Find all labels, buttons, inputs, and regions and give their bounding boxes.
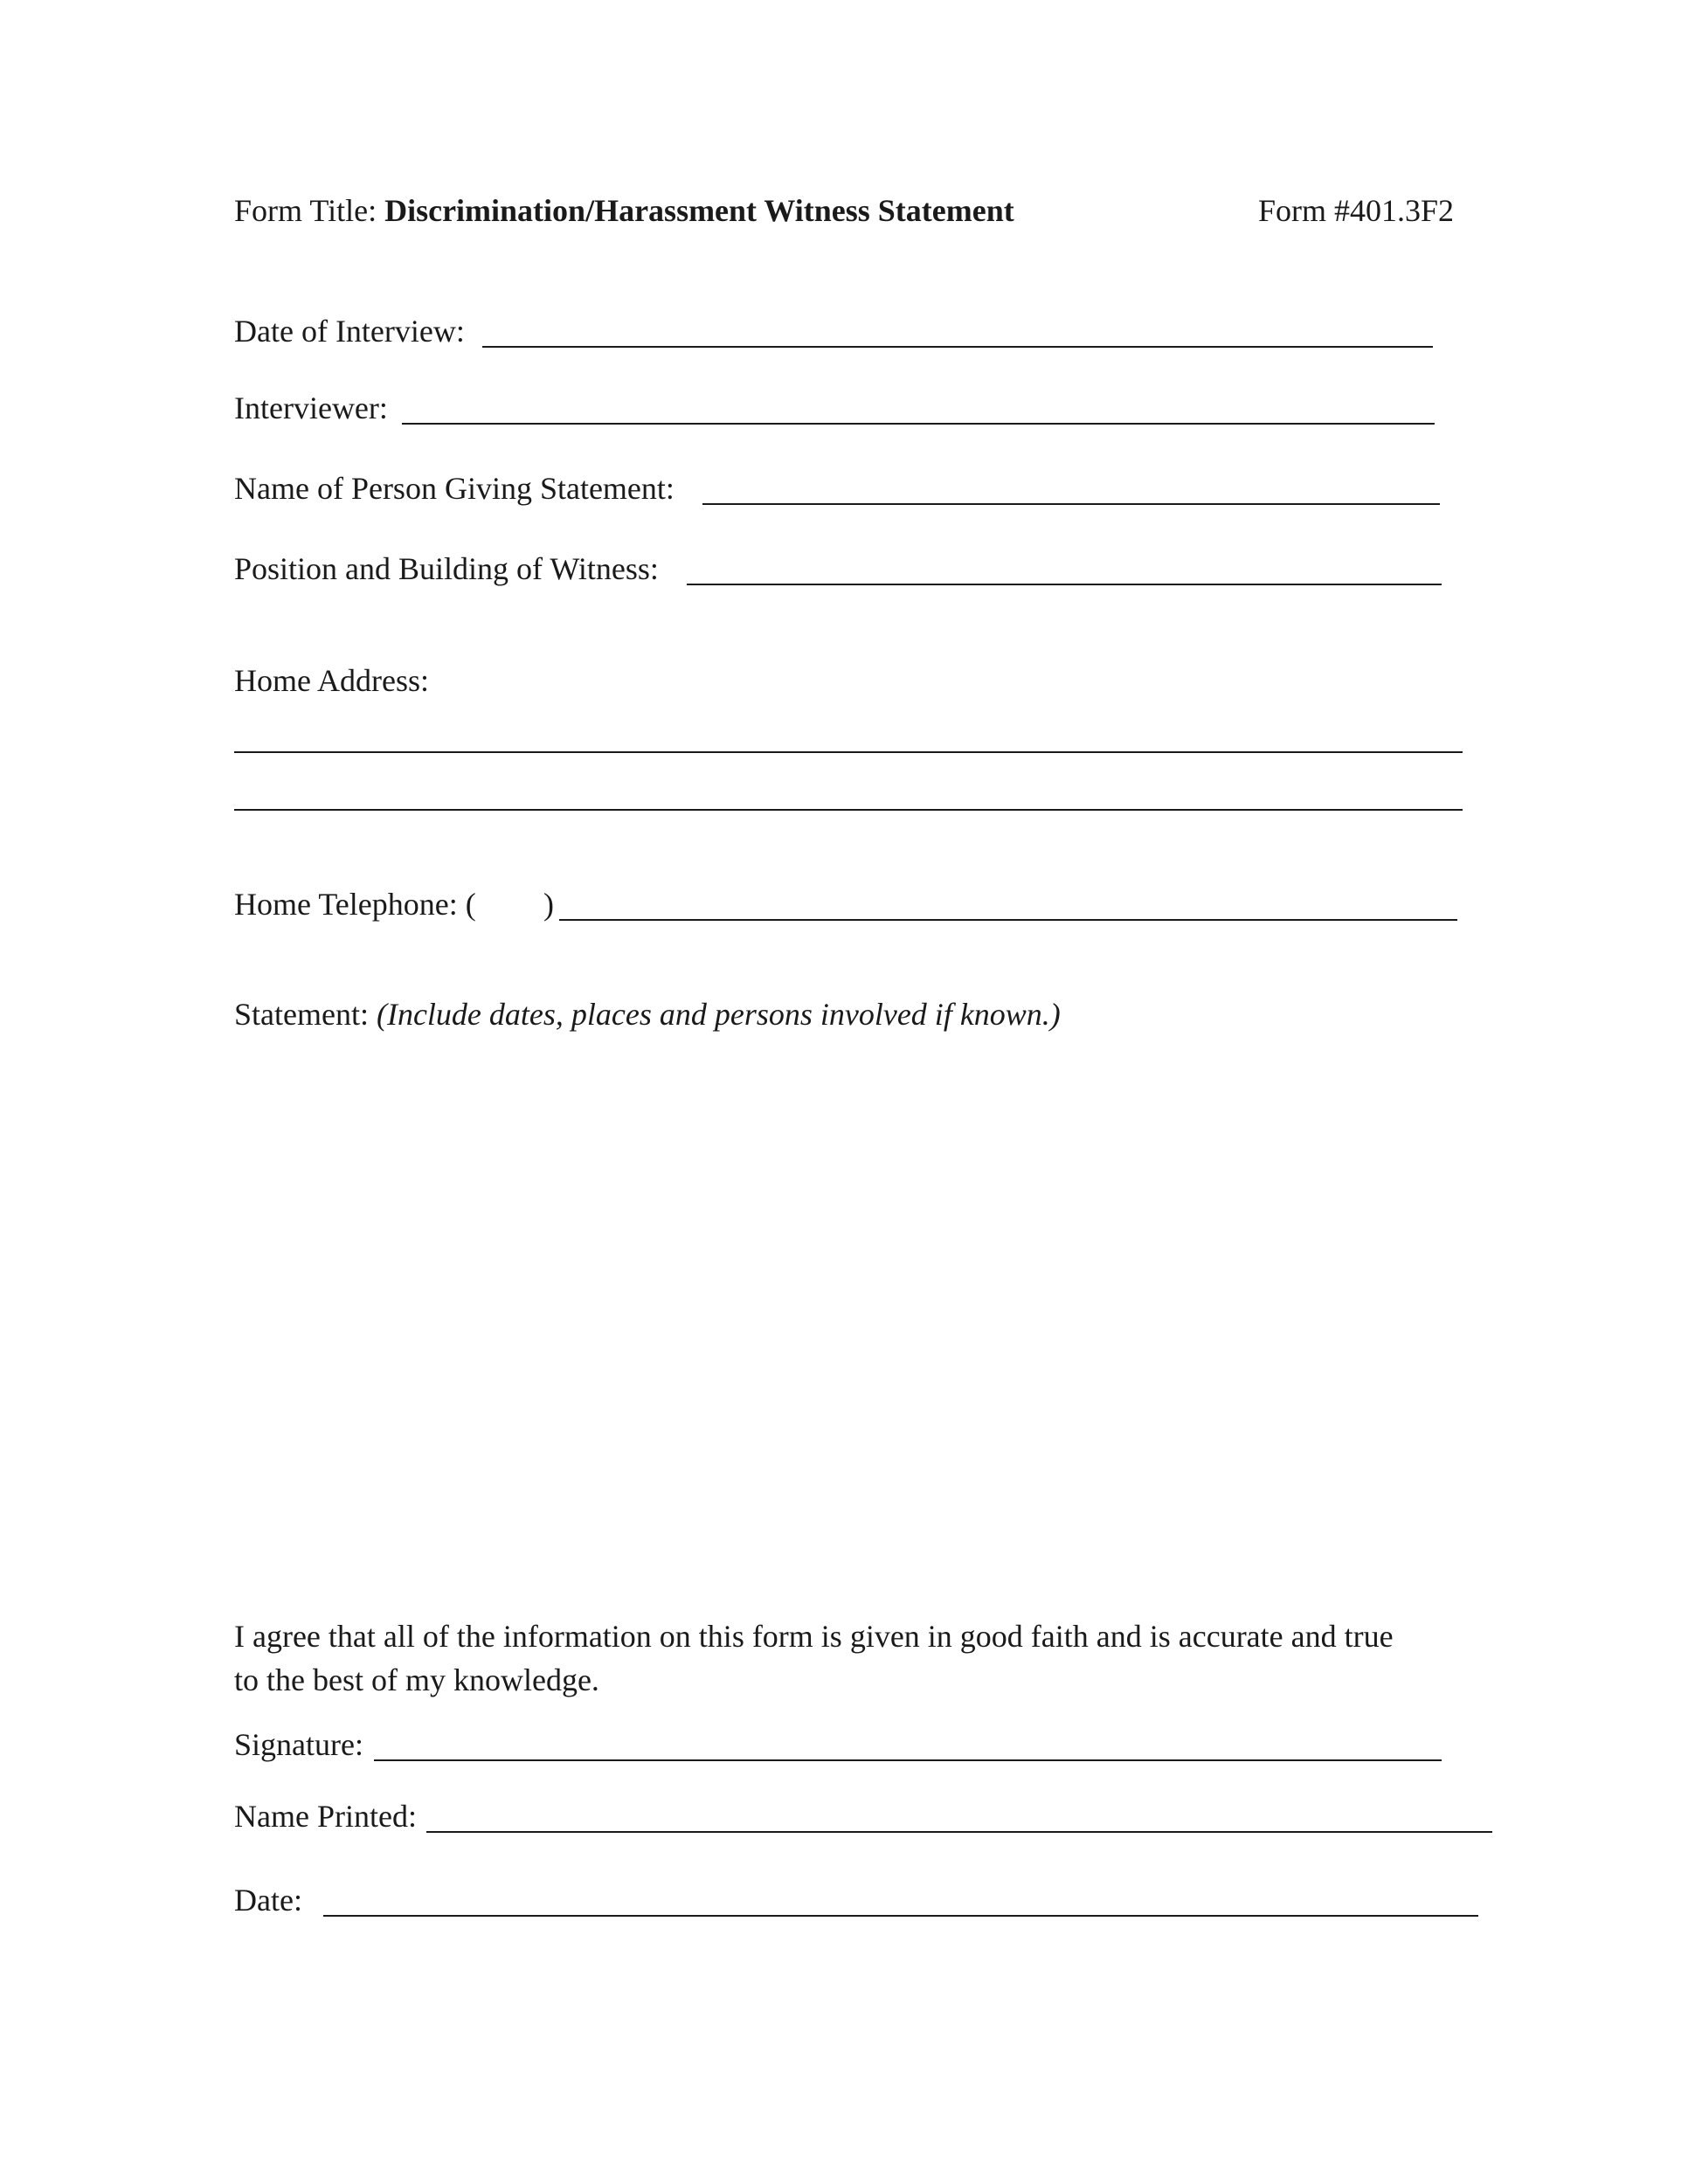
position-building-field[interactable]	[687, 584, 1442, 585]
agreement-line-1: I agree that all of the information on this form is given in good faith and is accurate and true	[234, 1619, 1394, 1654]
position-building-label: Position and Building of Witness:	[234, 551, 659, 586]
form-title-prefix: Form Title:	[234, 193, 385, 228]
statement-label: Statement:	[234, 997, 377, 1032]
signature-label: Signature:	[234, 1727, 363, 1762]
agreement-line-2: to the best of my knowledge.	[234, 1662, 599, 1697]
name-printed-label: Name Printed:	[234, 1799, 417, 1834]
date-of-interview-field[interactable]	[482, 346, 1433, 348]
statement-area[interactable]	[234, 1048, 1463, 1590]
interviewer-label: Interviewer:	[234, 390, 388, 425]
statement-instructions: (Include dates, places and persons involved if known.)	[376, 997, 1061, 1032]
form-title: Discrimination/Harassment Witness Statement	[384, 193, 1014, 228]
home-address-line-2[interactable]	[234, 809, 1463, 811]
date-of-interview-label: Date of Interview:	[234, 314, 465, 349]
home-telephone-field[interactable]	[559, 919, 1457, 921]
date-label: Date:	[234, 1883, 302, 1918]
statement-row	[234, 996, 1061, 1033]
name-printed-field[interactable]	[426, 1831, 1492, 1833]
interviewer-field[interactable]	[402, 423, 1435, 425]
home-telephone-close-paren: )	[543, 887, 554, 922]
home-telephone-label: Home Telephone: (	[234, 887, 476, 922]
home-address-label: Home Address:	[234, 663, 429, 698]
name-of-person-field[interactable]	[702, 503, 1440, 505]
name-of-person-label: Name of Person Giving Statement:	[234, 471, 675, 506]
form-title-row	[234, 192, 1014, 229]
date-field[interactable]	[323, 1915, 1478, 1917]
home-address-line-1[interactable]	[234, 751, 1463, 753]
signature-field[interactable]	[374, 1759, 1442, 1761]
form-number: Form #401.3F2	[1258, 193, 1455, 228]
